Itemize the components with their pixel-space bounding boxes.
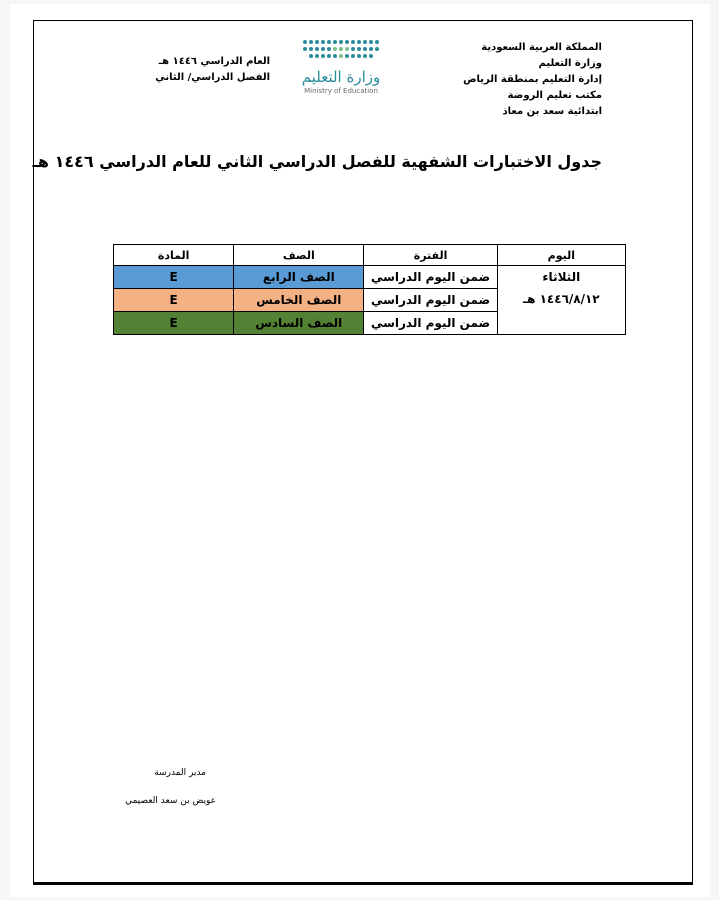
ministry-logo-dots-icon <box>300 38 382 68</box>
header-academic-year: العام الدراسي ١٤٤٦ هـ <box>158 56 270 67</box>
ministry-logo <box>300 38 410 100</box>
subject-cell: E <box>114 312 234 335</box>
header-line-ministry: وزارة التعليم <box>538 58 602 69</box>
header-line-office: مكتب تعليم الروضة <box>507 90 602 101</box>
day-name: الثلاثاء <box>542 270 581 284</box>
table-header-row <box>114 245 626 266</box>
oral-exam-schedule-table <box>113 244 626 335</box>
period-cell: ضمن اليوم الدراسي <box>364 312 497 335</box>
period-cell: ضمن اليوم الدراسي <box>364 266 497 289</box>
page-border <box>33 20 693 884</box>
class-cell: الصف الخامس <box>234 289 364 312</box>
page-border-bottom <box>33 882 693 885</box>
day-cell <box>497 266 625 335</box>
class-cell: الصف السادس <box>234 312 364 335</box>
header-line-directorate: إدارة التعليم بمنطقة الرياض <box>463 74 602 85</box>
subject-cell: E <box>114 289 234 312</box>
header-year-block <box>130 54 270 86</box>
document-page <box>10 4 710 897</box>
column-header-class: الصف <box>234 245 364 266</box>
table-row <box>114 266 626 289</box>
column-header-day: اليوم <box>497 245 625 266</box>
subject-cell: E <box>114 266 234 289</box>
column-header-period: الفترة <box>364 245 497 266</box>
header-ministry-block <box>402 40 602 120</box>
header-line-school: ابتدائية سعد بن معاذ <box>502 106 602 117</box>
ministry-logo-english: Ministry of Education <box>304 87 378 95</box>
column-header-subject: المادة <box>114 245 234 266</box>
ministry-logo-arabic: وزارة التعليم <box>301 68 381 86</box>
principal-name: عويض بن سعد العصيمي <box>125 796 216 806</box>
header-line-kingdom: المملكة العربية السعودية <box>481 42 602 53</box>
period-cell: ضمن اليوم الدراسي <box>364 289 497 312</box>
page-title: جدول الاختبارات الشفهية للفصل الدراسي الثاني للعام الدراسي ١٤٤٦ هـ <box>32 152 602 171</box>
class-cell: الصف الرابع <box>234 266 364 289</box>
day-date: ١٤٤٦/٨/١٢ هـ <box>522 292 600 306</box>
header-semester: الفصل الدراسي/ الثاني <box>155 72 270 83</box>
principal-role: مدير المدرسة <box>154 768 206 778</box>
